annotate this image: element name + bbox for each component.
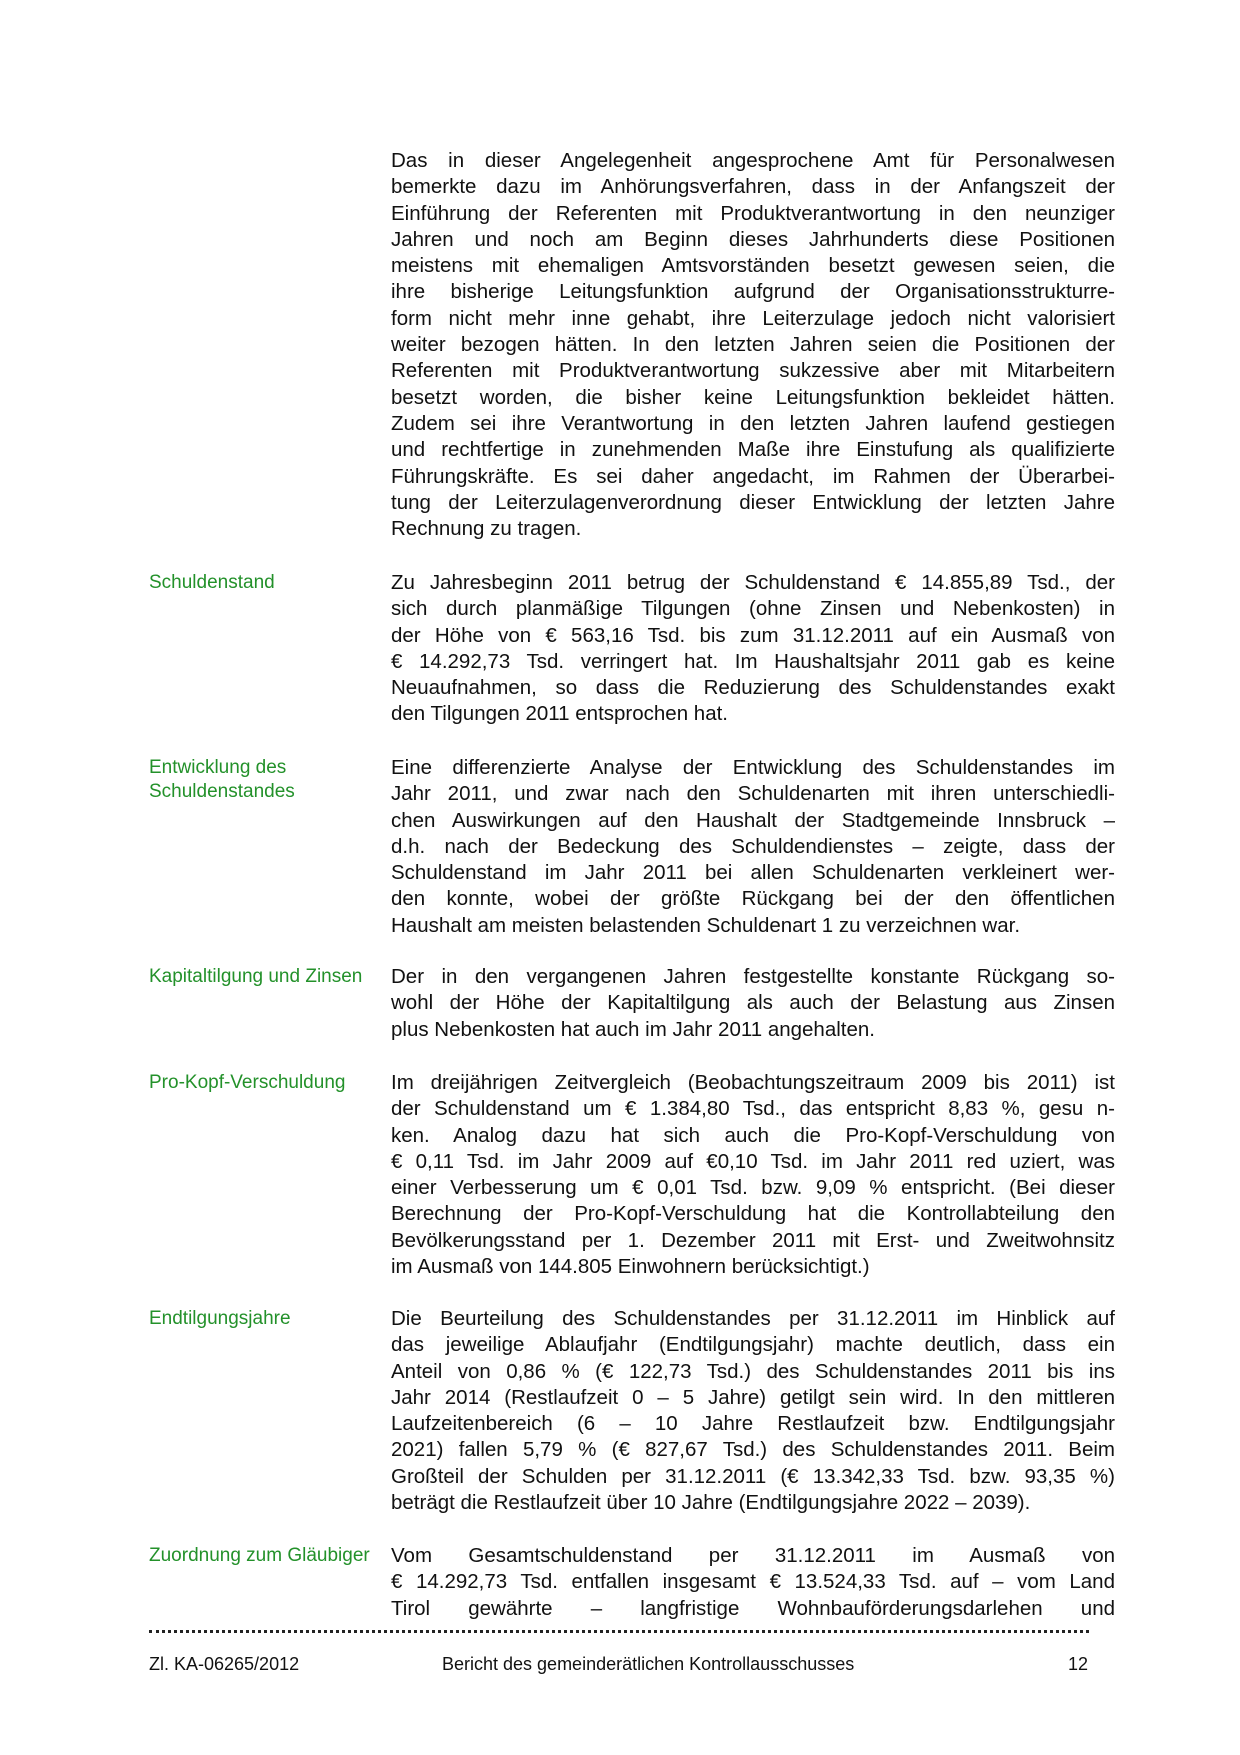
text-line: Jahren und noch am Beginn dieses Jahrhunderts diese Positionen <box>391 227 1115 251</box>
text-line: Jahr 2011, und zwar nach den Schuldenarten mit ihren unterschiedli- <box>391 782 1115 806</box>
text-line: d.h. nach der Bedeckung des Schuldendienstes – zeigte, dass der <box>391 834 1115 858</box>
text-line: € 0,11 Tsd. im Jahr 2009 auf €0,10 Tsd. im Jahr 2011 red uziert, was <box>391 1149 1115 1173</box>
text-line: Rechnung zu tragen. <box>391 517 582 541</box>
margin-label: Endtilgungsjahre <box>149 1308 291 1329</box>
text-line: Laufzeitenbereich (6 – 10 Jahre Restlaufzeit bzw. Endtilgungsjahr <box>391 1412 1115 1436</box>
footer-reference: Zl. KA-06265/2012 <box>149 1654 300 1674</box>
margin-label: Kapitaltilgung und Zinsen <box>149 966 363 987</box>
text-line: besetzt worden, die bisher keine Leitungsfunktion bekleidet hätten. <box>391 385 1115 409</box>
margin-label: Zuordnung zum Gläubiger <box>149 1545 370 1566</box>
text-line: chen Auswirkungen auf den Haushalt der Stadtgemeinde Innsbruck – <box>391 808 1115 832</box>
text-line: Im dreijährigen Zeitvergleich (Beobachtungszeitraum 2009 bis 2011) ist <box>391 1071 1115 1094</box>
section-paragraph <box>391 964 1115 1043</box>
text-line: Haushalt am meisten belastenden Schuldenart 1 zu verzeichnen war. <box>391 913 1021 937</box>
text-line: Der in den vergangenen Jahren festgestellte konstante Rückgang so- <box>391 965 1115 988</box>
text-line: Referenten mit Produktverantwortung sukzessive aber mit Mitarbeitern <box>391 359 1115 383</box>
text-line: meistens mit ehemaligen Amtsvorständen besetzt gewesen seien, die <box>391 254 1115 278</box>
text-line: ken. Analog dazu hat sich auch die Pro-Kopf-Verschuldung von <box>391 1123 1115 1147</box>
text-line: Jahr 2014 (Restlaufzeit 0 – 5 Jahre) getilgt sein wird. In den mittleren <box>391 1385 1115 1409</box>
text-line: sich durch planmäßige Tilgungen (ohne Zinsen und Nebenkosten) in <box>391 597 1115 621</box>
text-line: form nicht mehr inne gehabt, ihre Leiterzulage jedoch nicht valorisiert <box>391 306 1115 330</box>
margin-label: Pro-Kopf-Verschuldung <box>149 1072 346 1093</box>
text-line: Führungskräfte. Es sei daher angedacht, im Rahmen der Überarbei- <box>391 464 1115 488</box>
text-line: Das in dieser Angelegenheit angesprochene Amt für Personalwesen <box>391 149 1115 172</box>
text-line: Einführung der Referenten mit Produktverantwortung in den neunziger <box>391 201 1115 225</box>
section-paragraph <box>391 570 1115 728</box>
footer-divider <box>149 1626 1089 1633</box>
text-line: Schuldenstand im Jahr 2011 bei allen Schuldenarten verkleinert wer- <box>391 861 1115 885</box>
text-line: wohl der Höhe der Kapitaltilgung als auch der Belastung aus Zinsen <box>391 991 1115 1015</box>
text-line: Eine differenzierte Analyse der Entwicklung des Schuldenstandes im <box>391 756 1115 779</box>
text-line: plus Nebenkosten hat auch im Jahr 2011 angehalten. <box>391 1017 875 1041</box>
text-line: beträgt die Restlaufzeit über 10 Jahre (Endtilgungsjahre 2022 – 2039). <box>391 1491 1031 1515</box>
text-line: Zudem sei ihre Verantwortung in den letzten Jahren laufend gestiegen <box>391 411 1115 435</box>
text-line: Neuaufnahmen, so dass die Reduzierung des Schuldenstandes exakt <box>391 676 1115 700</box>
section-paragraph <box>391 1306 1115 1516</box>
text-line: einer Verbesserung um € 0,01 Tsd. bzw. 9,09 % entspricht. (Bei dieser <box>391 1176 1115 1200</box>
margin-label: Schuldenstand <box>149 572 275 593</box>
margin-label: Entwicklung des Schuldenstandes <box>149 757 295 802</box>
text-line: Tirol gewährte – langfristige Wohnbauförderungsdarlehen und <box>391 1596 1115 1620</box>
footer-title: Bericht des gemeinderätlichen Kontrollausschusses <box>442 1654 855 1674</box>
text-line: der Höhe von € 563,16 Tsd. bis zum 31.12.2011 auf ein Ausmaß von <box>391 623 1115 647</box>
text-line: das jeweilige Ablaufjahr (Endtilgungsjahr) machte deutlich, dass ein <box>391 1333 1115 1357</box>
text-line: € 14.292,73 Tsd. entfallen insgesamt € 13.524,33 Tsd. auf – vom Land <box>391 1570 1115 1594</box>
section-paragraph <box>391 1543 1115 1622</box>
text-line: tung der Leiterzulagenverordnung dieser Entwicklung der letzten Jahre <box>391 490 1115 514</box>
text-line: Zu Jahresbeginn 2011 betrug der Schuldenstand € 14.855,89 Tsd., der <box>391 571 1115 594</box>
intro-paragraph <box>391 148 1115 542</box>
text-line: den Tilgungen 2011 entsprochen hat. <box>391 702 728 726</box>
text-line: Vom Gesamtschuldenstand per 31.12.2011 im Ausmaß von <box>391 1544 1115 1567</box>
text-line: der Schuldenstand um € 1.384,80 Tsd., das entspricht 8,83 %, gesu n- <box>391 1097 1115 1121</box>
text-line: Berechnung der Pro-Kopf-Verschuldung hat die Kontrollabteilung den <box>391 1202 1115 1226</box>
text-line: den konnte, wobei der größte Rückgang bei der den öffentlichen <box>391 887 1115 911</box>
text-line: ihre bisherige Leitungsfunktion aufgrund der Organisationsstrukturre- <box>391 280 1115 304</box>
text-line: Großteil der Schulden per 31.12.2011 (€ 13.342,33 Tsd. bzw. 93,35 %) <box>391 1464 1115 1488</box>
text-line: Bevölkerungsstand per 1. Dezember 2011 mit Erst- und Zweitwohnsitz <box>391 1228 1115 1252</box>
page-number: 12 <box>1068 1654 1089 1674</box>
section-paragraph <box>391 1070 1115 1280</box>
text-line: 2021) fallen 5,79 % (€ 827,67 Tsd.) des Schuldenstandes 2011. Beim <box>391 1438 1115 1462</box>
text-line: Anteil von 0,86 % (€ 122,73 Tsd.) des Schuldenstandes 2011 bis ins <box>391 1359 1115 1383</box>
text-line: Die Beurteilung des Schuldenstandes per 31.12.2011 im Hinblick auf <box>391 1307 1115 1330</box>
text-line: bemerkte dazu im Anhörungsverfahren, dass in der Anfangszeit der <box>391 175 1115 199</box>
text-line: im Ausmaß von 144.805 Einwohnern berücksichtigt.) <box>391 1255 870 1279</box>
text-line: weiter bezogen hätten. In den letzten Jahren seien die Positionen der <box>391 333 1115 357</box>
text-line: und rechtfertige in zunehmenden Maße ihre Einstufung als qualifizierte <box>391 438 1115 462</box>
text-line: € 14.292,73 Tsd. verringert hat. Im Haushaltsjahr 2011 gab es keine <box>391 649 1115 673</box>
section-paragraph <box>391 755 1115 939</box>
